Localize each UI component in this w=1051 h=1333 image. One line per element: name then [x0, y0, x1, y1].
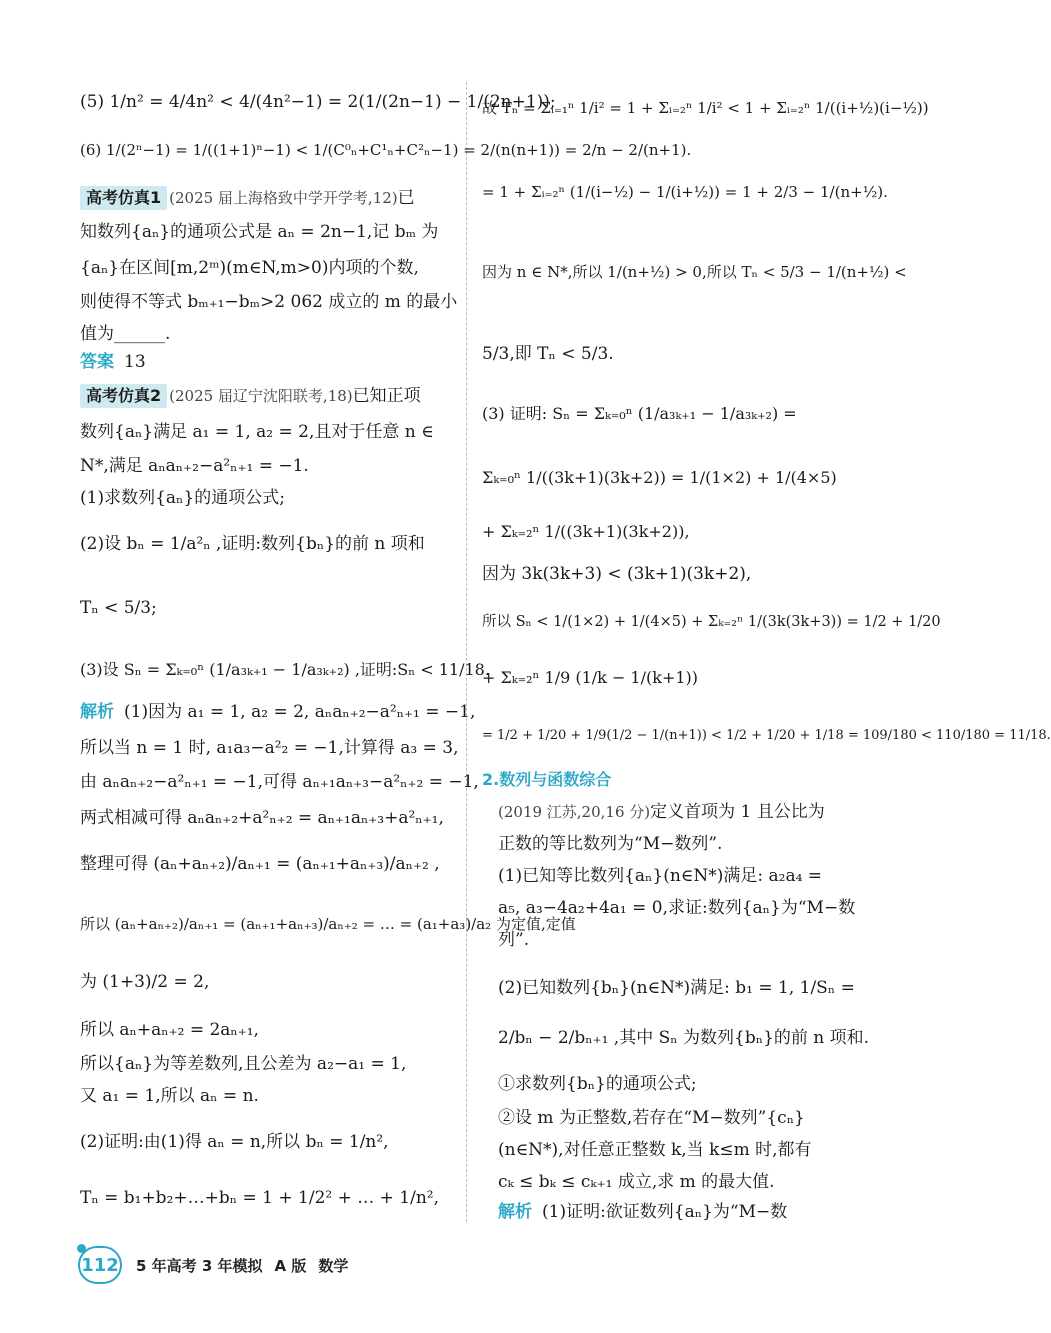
sim2-tag: 高考仿真2 — [80, 384, 167, 408]
book-title: 5 年高考 3 年模拟 — [136, 1256, 263, 1275]
formula-5: (5) 1/n² = 4/4n² < 4/(4n²−1) = 2(1/(2n−1) − 1/(2n+1)); — [80, 92, 556, 112]
right-line-5: (3) 证明: Sₙ = Σₖ₌₀ⁿ (1/a₃ₖ₊₁ − 1/a₃ₖ₊₂) = — [482, 404, 797, 423]
sim1-header — [80, 186, 415, 210]
section-2-heading: 2.数列与函数综合 — [482, 770, 612, 789]
right-line-1: 故 Tₙ = Σᵢ₌₁ⁿ 1/i² = 1 + Σᵢ₌₂ⁿ 1/i² < 1 + Σᵢ₌₂ⁿ 1/((i+½)(i−½)) — [482, 99, 929, 117]
problem-line-1 — [498, 800, 825, 824]
sim1-tag: 高考仿真1 — [80, 186, 167, 210]
solution-label: 解析 — [80, 702, 114, 722]
solution-text-7: 为 (1+3)/2 = 2, — [80, 972, 210, 992]
sim1-source: (2025 届上海格致中学开学考,12) — [169, 189, 398, 207]
solution-text-9: 所以{aₙ}为等差数列,且公差为 a₂−a₁ = 1, — [80, 1054, 407, 1074]
footer-text — [136, 1255, 360, 1276]
solution-text-8: 所以 aₙ+aₙ₊₂ = 2aₙ₊₁, — [80, 1020, 259, 1040]
solution-text-1: (1)因为 a₁ = 1, a₂ = 2, aₙaₙ₊₂−a²ₙ₊₁ = −1, — [124, 702, 476, 722]
problem-text-12: (1)证明:欲证数列{aₙ}为“M−数 — [542, 1202, 788, 1222]
problem-text-10: (n∈N*),对任意正整数 k,当 k≤m 时,都有 — [498, 1140, 812, 1160]
right-line-3: 因为 n ∈ N*,所以 1/(n+½) > 0,所以 Tₙ < 5/3 − 1/(n+½) < — [482, 263, 907, 281]
right-line-11: = 1/2 + 1/20 + 1/9(1/2 − 1/(n+1)) < 1/2 + 1/20 + 1/18 = 109/180 < 110/180 = 11/18. — [482, 728, 1051, 743]
right-line-10: + Σₖ₌₂ⁿ 1/9 (1/k − 1/(k+1)) — [482, 668, 699, 687]
problem-text-8: ①求数列{bₙ}的通项公式; — [498, 1074, 697, 1094]
solution-line-1 — [80, 700, 475, 724]
problem-text-3: (1)已知等比数列{aₙ}(n∈N*)满足: a₂a₄ = — [498, 866, 823, 886]
formula-6: (6) 1/(2ⁿ−1) = 1/((1+1)ⁿ−1) < 1/(C⁰ₙ+C¹ₙ+C²ₙ−1) = 2/(n(n+1)) = 2/n − 2/(n+1). — [80, 141, 692, 159]
book-edition: A 版 — [274, 1256, 307, 1275]
answer-label: 答案 — [80, 352, 114, 372]
question-3: (3)设 Sₙ = Σₖ₌₀ⁿ (1/a₃ₖ₊₁ − 1/a₃ₖ₊₂) ,证明:Sₙ < 11/18. — [80, 660, 490, 679]
solution-text-2: 所以当 n = 1 时, a₁a₃−a²₂ = −1,计算得 a₃ = 3, — [80, 738, 459, 758]
sim1-text-b: 知数列{aₙ}的通项公式是 aₙ = 2n−1,记 bₘ 为 — [80, 222, 439, 242]
solution-text-4: 两式相减可得 aₙaₙ₊₂+a²ₙ₊₂ = aₙ₊₁aₙ₊₃+a²ₙ₊₁, — [80, 808, 444, 828]
problem-text-2: 正数的等比数列为“M−数列”. — [498, 834, 723, 854]
problem-text-1: 定义首项为 1 且公比为 — [650, 802, 825, 822]
problem-text-9: ②设 m 为正整数,若存在“M−数列”{cₙ} — [498, 1108, 805, 1128]
problem-text-7: 2/bₙ − 2/bₙ₊₁ ,其中 Sₙ 为数列{bₙ}的前 n 项和. — [498, 1028, 870, 1048]
sim2-source: (2025 届辽宁沈阳联考,18) — [169, 387, 353, 405]
sim2-text-c: N*,满足 aₙaₙ₊₂−a²ₙ₊₁ = −1. — [80, 456, 309, 476]
sim1-text-a: 已 — [397, 188, 415, 208]
page-number: 112 — [81, 1254, 119, 1276]
problem-solution-line — [498, 1200, 787, 1224]
sim1-text-e: 值为______. — [80, 324, 171, 344]
right-line-9: 所以 Sₙ < 1/(1×2) + 1/(4×5) + Σₖ₌₂ⁿ 1/(3k(3k+3)) = 1/2 + 1/20 — [482, 614, 941, 630]
problem-text-6: (2)已知数列{bₙ}(n∈N*)满足: b₁ = 1, 1/Sₙ = — [498, 978, 855, 998]
sim2-text-a: 已知正项 — [352, 386, 421, 406]
right-line-6: Σₖ₌₀ⁿ 1/((3k+1)(3k+2)) = 1/(1×2) + 1/(4×5) — [482, 468, 837, 487]
sim1-text-d: 则使得不等式 bₘ₊₁−bₘ>2 062 成立的 m 的最小 — [80, 292, 458, 312]
solution-text-5: 整理可得 (aₙ+aₙ₊₂)/aₙ₊₁ = (aₙ₊₁+aₙ₊₃)/aₙ₊₂ , — [80, 854, 440, 874]
question-1: (1)求数列{aₙ}的通项公式; — [80, 488, 285, 508]
solution-text-12: Tₙ = b₁+b₂+…+bₙ = 1 + 1/2² + … + 1/n², — [80, 1188, 440, 1208]
solution-text-6: 所以 (aₙ+aₙ₊₂)/aₙ₊₁ = (aₙ₊₁+aₙ₊₃)/aₙ₊₂ = … = (a₁+a₃)/a₂ 为定值,定值 — [80, 915, 576, 933]
sim2-header — [80, 384, 421, 408]
page-footer — [78, 1245, 360, 1285]
problem-text-4: a₅, a₃−4a₂+4a₁ = 0,求证:数列{aₙ}为“M−数 — [498, 898, 856, 918]
problem-text-11: cₖ ≤ bₖ ≤ cₖ₊₁ 成立,求 m 的最大值. — [498, 1172, 775, 1192]
right-line-2: = 1 + Σᵢ₌₂ⁿ (1/(i−½) − 1/(i+½)) = 1 + 2/3 − 1/(n+½). — [482, 183, 888, 201]
solution-text-11: (2)证明:由(1)得 aₙ = n,所以 bₙ = 1/n², — [80, 1132, 389, 1152]
problem-text-5: 列”. — [498, 930, 530, 950]
right-line-7: + Σₖ₌₂ⁿ 1/((3k+1)(3k+2)), — [482, 522, 690, 541]
problem-source: (2019 江苏,20,16 分) — [498, 803, 651, 821]
question-2b: Tₙ < 5/3; — [80, 598, 157, 618]
solution-text-3: 由 aₙaₙ₊₂−a²ₙ₊₁ = −1,可得 aₙ₊₁aₙ₊₃−a²ₙ₊₂ = −1, — [80, 772, 479, 792]
page-number-badge — [78, 1246, 122, 1284]
sim2-text-b: 数列{aₙ}满足 a₁ = 1, a₂ = 2,且对于任意 n ∈ — [80, 422, 434, 442]
column-divider — [466, 82, 467, 1222]
badge-dot-icon — [77, 1244, 86, 1253]
answer-value: 13 — [124, 352, 146, 372]
solution-text-10: 又 a₁ = 1,所以 aₙ = n. — [80, 1086, 259, 1106]
answer-line — [80, 350, 146, 374]
right-line-8: 因为 3k(3k+3) < (3k+1)(3k+2), — [482, 564, 752, 584]
section-2-title — [482, 768, 611, 792]
sim1-text-c: {aₙ}在区间[m,2ᵐ)(m∈N,m>0)内项的个数, — [80, 258, 419, 278]
question-2: (2)设 bₙ = 1/a²ₙ ,证明:数列{bₙ}的前 n 项和 — [80, 534, 425, 554]
problem-solution-label: 解析 — [498, 1202, 532, 1222]
right-line-4: 5/3,即 Tₙ < 5/3. — [482, 344, 614, 364]
book-subject: 数学 — [318, 1256, 349, 1275]
